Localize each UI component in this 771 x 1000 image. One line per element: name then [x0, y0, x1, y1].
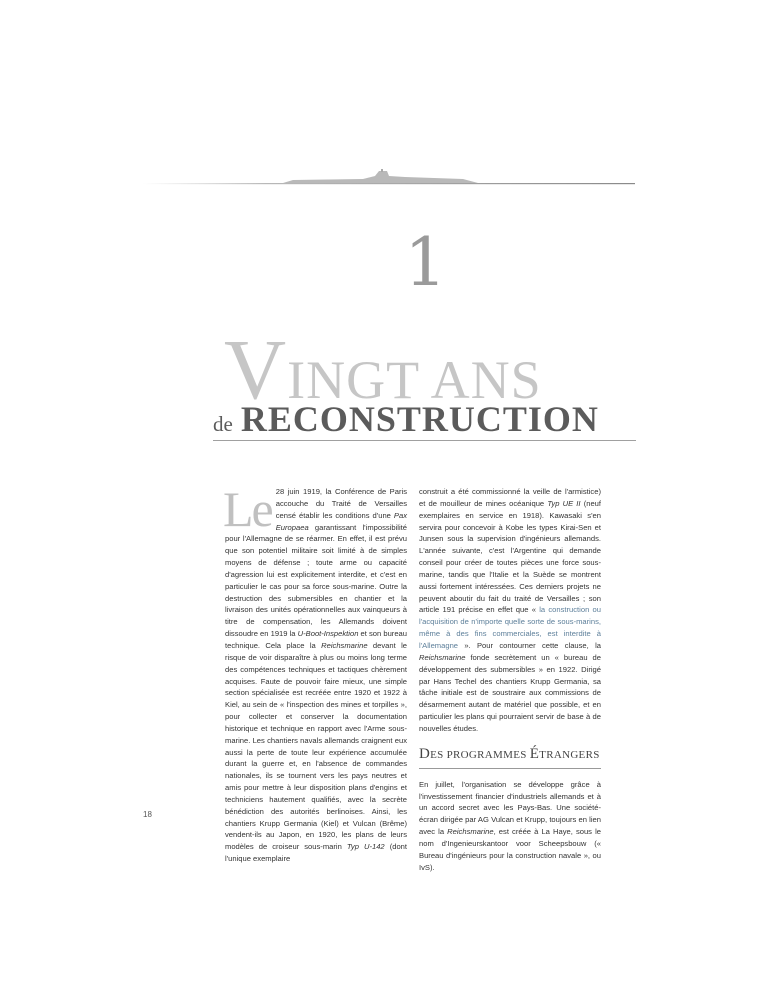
italic-term: U-Boot-Inspektion [297, 629, 359, 639]
section-heading-part: ES PROGRAMMES [430, 748, 530, 761]
paragraph-text: , est créée à La Haye, sous le nom d'Ingenieurskantoor voor Scheepsbouw (« Bureau d'ingénieurs pour la construction navale », ou IvS). [419, 827, 601, 872]
chapter-subtitle-main: RECONSTRUCTION [240, 399, 599, 439]
section-heading [419, 745, 601, 764]
paragraph-text: (dont l'unique exemplaire [225, 842, 407, 864]
title-divider [213, 440, 636, 441]
chapter-subtitle [213, 398, 599, 440]
italic-term: Pax Europaea [275, 510, 407, 532]
section-heading-initial: É [529, 745, 540, 762]
section-divider [419, 768, 601, 769]
italic-term: Typ UE II [547, 498, 581, 508]
paragraph-text: garantissant l'impossibilité pour l'Allemagne de se réarmer. En effet, il est prévu que son potentiel militaire soit limité à de simples moyens de défense ; toute arme ou capacité d'agression lui est explicitement interdite, et c'est en particulier le cas pour sa force sous-marine. Outre la destruction des submersibles en chantier et la livraison des unités opérationnelles aux vainqueurs à titre de compensation, les Allemands doivent dissoudre en 1919 la [225, 522, 407, 639]
paragraph-text: fonde secrètement un « bureau de développement des submersibles » en 1922. Dirigé par Hans Techel des chantiers Krupp Germania, sa tâche initiale est de soustraire aux commissions de désarmement autant de matériel que possible, et en particulier les plans qui pourraient servir de base à de nouvelles études. [419, 652, 601, 733]
section-heading-part: TRANGERS [539, 748, 600, 761]
paragraph [419, 779, 601, 874]
chapter-number: 1 [404, 224, 447, 301]
paragraph-text: construit a été commissionné la veille de l'armistice) et de mouilleur de mines océanique [419, 487, 601, 508]
page-number: 18 [143, 810, 152, 819]
paragraph [419, 486, 601, 735]
dropcap: Le [223, 481, 272, 537]
paragraph-text: En juillet, l'organisation se développe grâce à l'investissement financier d'industriels allemands et à un accord secret avec les Pays-Bas. Une société-écran dirigée par AG Vulcan et Krupp, toujours en lien avec la [419, 779, 601, 837]
submarine-silhouette-rule [143, 168, 635, 190]
paragraph-text: et son bureau technique. Cela place la [225, 629, 407, 650]
paragraph-text: (neuf exemplaires en service en 1918). Kawasaki s'en servira pour concevoir à Kobe les types Kirai-Sen et Junsen sous la supervision d'ingénieurs allemands. L'année suivante, c'est l'Argentine qui demande conseil pour créer de toutes pièces une force sous-marine, tandis que l'Italie et la Suède se montrent aussi fortement intéressées. Ces derniers projets ne peuvent aboutir du fait du traité de Versailles ; son article 191 précise en effet que « [419, 498, 602, 615]
paragraph-text: devant le risque de voir disparaître à plus ou moins long terme des compétences techniques et tactiques chèrement acquises. Faute de pouvoir faire mieux, une simple section spécialisée est recréée entre 1920 et 1922 à Kiel, au sein de « l'inspection des mines et torpilles », pour collecter et conserver la documentation historique et technique en rapport avec l'Arme sous-marine. Les chantiers navals allemands craignent eux aussi la perte de toute leur expérience accumulée durant la guerre et, en l'absence de commandes nationales, ils se tournent vers les pays neutres et amis pour mettre à leur disposition plans d'engins et techniciens hautement qualifiés, avec la secrète bénédiction des autorités berlinoises. Ainsi, les chantiers Krupp Germania (Kiel) et Vulcan (Brême) vendent-ils au Japon, en 1920, les plans de leurs modèles de croiseur sous-marin [225, 640, 407, 852]
italic-term: Typ U-142 [346, 842, 385, 852]
italic-term: Reichsmarine [321, 640, 368, 650]
chapter-subtitle-prefix: de [213, 412, 233, 436]
italic-term: Reichsmarine [447, 827, 494, 837]
paragraph-text: 28 juin 1919, la Conférence de Paris accouche du Traité de Versailles censé établir les conditions d'une [275, 487, 407, 520]
text-column-right [419, 486, 601, 873]
section-heading-initial: D [419, 745, 431, 762]
italic-term: Reichsmarine [419, 652, 466, 662]
paragraph-text: ». Pour contourner cette clause, la [458, 640, 601, 650]
quoted-article-text: la construction ou l'acquisition de n'importe quelle sorte de sous-marins, même à des fins commerciales, est interdite à l'Allemagne [419, 605, 601, 650]
text-column-left [223, 481, 407, 865]
chapter-title-initial: V [224, 321, 288, 417]
chapter-title-rest: INGT ANS [287, 350, 542, 410]
